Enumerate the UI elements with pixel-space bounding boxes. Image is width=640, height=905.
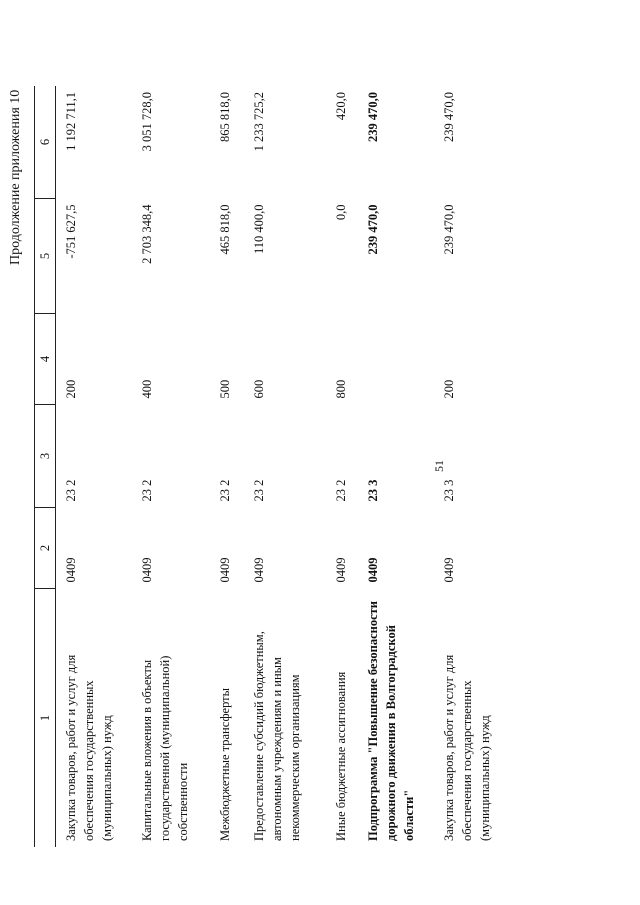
budget-table <box>34 86 510 847</box>
header-col-2: 2 <box>35 508 56 589</box>
table-row <box>250 86 332 847</box>
row-program-code: 23 3 <box>442 479 456 502</box>
row-section-code: 0409 <box>366 557 380 583</box>
row-program-code: 23 2 <box>334 479 348 502</box>
table-row <box>216 86 250 847</box>
header-col-3: 3 <box>35 405 56 508</box>
row-amount-total: 1 192 711,1 <box>64 92 78 151</box>
row-name: Иные бюджетные ассигнования <box>334 671 348 841</box>
row-expense-type: 500 <box>218 379 232 399</box>
row-name: Подпрограмма "Повышение безопасности дорожного движения в Волгоградской области" <box>366 600 416 841</box>
row-amount-change: 0,0 <box>334 204 348 221</box>
table-row <box>138 86 216 847</box>
row-expense-type: 200 <box>64 379 78 399</box>
row-expense-type: 400 <box>140 379 154 399</box>
row-program-code: 23 2 <box>64 479 78 502</box>
row-amount-change: 2 703 348,4 <box>140 204 154 264</box>
row-section-code: 0409 <box>64 557 78 583</box>
row-amount-change: -751 627,5 <box>64 204 78 259</box>
row-section-code: 0409 <box>334 557 348 583</box>
row-amount-total: 420,0 <box>334 92 348 121</box>
page-number: 51 <box>432 460 446 472</box>
header-col-4: 4 <box>35 314 56 405</box>
row-amount-change: 110 400,0 <box>252 204 266 255</box>
row-amount-total: 239 470,0 <box>366 92 380 142</box>
row-name: Закупка товаров, работ и услуг для обеспечения государственных (муниципальных) нужд <box>442 654 492 841</box>
header-col-1: 1 <box>35 589 56 848</box>
row-section-code: 0409 <box>252 557 266 583</box>
row-expense-type: 600 <box>252 379 266 399</box>
row-amount-total: 239 470,0 <box>442 92 456 142</box>
header-col-6: 6 <box>35 86 56 199</box>
row-program-code: 23 3 <box>366 479 380 502</box>
row-amount-change: 465 818,0 <box>218 204 232 255</box>
row-name: Закупка товаров, работ и услуг для обеспечения государственных (муниципальных) нужд <box>64 654 114 841</box>
row-expense-type <box>364 314 440 405</box>
row-amount-change: 239 470,0 <box>366 204 380 255</box>
table-row <box>440 86 510 847</box>
row-expense-type: 800 <box>334 379 348 399</box>
table-row <box>56 86 139 847</box>
row-amount-total: 1 233 725,2 <box>252 92 266 152</box>
header-col-5: 5 <box>35 199 56 314</box>
continuation-label: Продолжение приложения 10 <box>8 89 23 265</box>
row-name: Капитальные вложения в объекты государственной (муниципальной) собственности <box>140 655 190 841</box>
row-program-code: 23 2 <box>252 479 266 502</box>
table-row-subprogram <box>364 86 440 847</box>
row-name: Предоставление субсидий бюджетным, автономным учреждениям и иным некоммерческим организациям <box>252 631 302 841</box>
row-section-code: 0409 <box>218 557 232 583</box>
row-amount-change: 239 470,0 <box>442 204 456 255</box>
table-header-row <box>35 86 56 847</box>
row-amount-total: 865 818,0 <box>218 92 232 142</box>
row-program-code: 23 2 <box>218 479 232 502</box>
row-name: Межбюджетные трансферты <box>218 687 232 841</box>
row-section-code: 0409 <box>442 557 456 583</box>
row-expense-type: 200 <box>442 379 456 399</box>
row-section-code: 0409 <box>140 557 154 583</box>
table-row <box>332 86 364 847</box>
row-program-code: 23 2 <box>140 479 154 502</box>
row-amount-total: 3 051 728,0 <box>140 92 154 152</box>
